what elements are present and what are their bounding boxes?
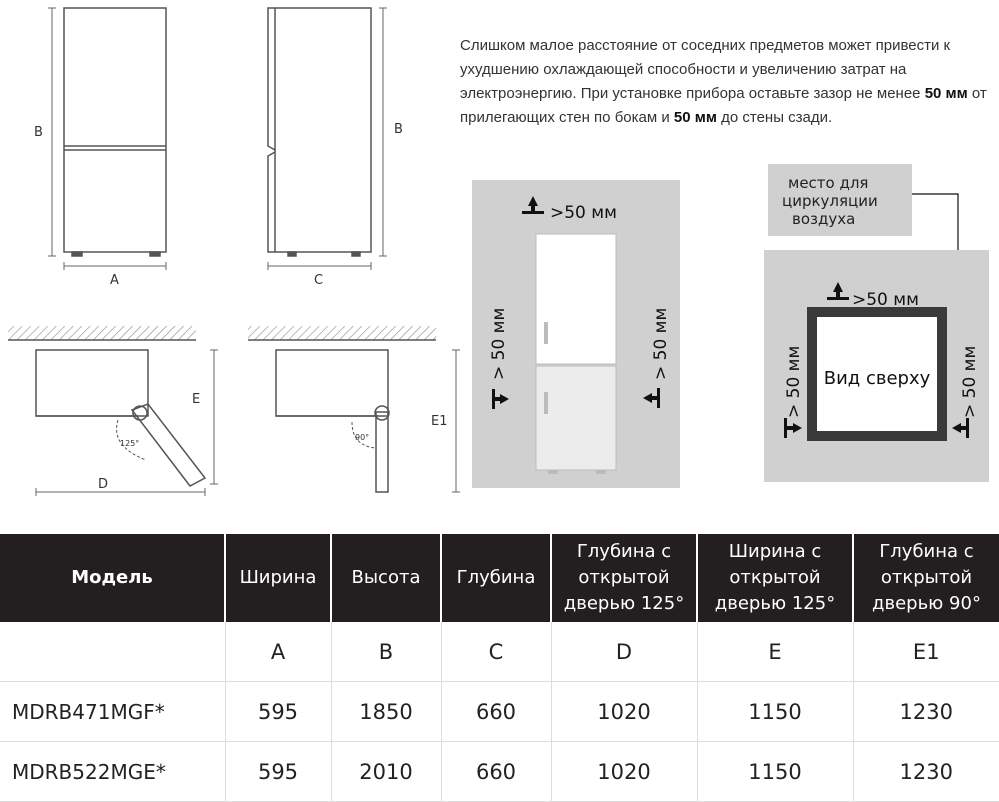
note-part2: от прилегающих стен по бокам и [460,85,987,126]
topview-center-label: Вид сверху [823,368,931,389]
dimension-b-side [379,8,387,256]
dim-letter-c: C [314,273,324,288]
header-depth-door-90: Глубина с открытой дверью 90° [853,534,999,622]
table-cell: D [551,622,697,682]
side-view-fridge [268,8,371,256]
table-cell: 1850 [331,682,441,742]
table-cell: 1020 [551,742,697,802]
wall-hatch-1 [8,326,196,340]
installation-note [460,34,990,130]
header-width: Ширина [225,534,331,622]
table-cell: B [331,622,441,682]
dim-letter-b-side: B [394,122,403,137]
clearance-fridge [536,234,616,474]
table-cell: A [225,622,331,682]
table-cell: 1150 [697,682,853,742]
table-cell: 1020 [551,682,697,742]
wall-hatch-2 [248,326,436,340]
front-clearance-left: > 50 мм [489,307,509,380]
table-cell [0,622,225,682]
table-cell: 660 [441,682,551,742]
table-cell-model: MDRB522MGE* [0,742,225,802]
table-row [0,742,999,802]
table-cell: C [441,622,551,682]
note-part3: до стены сзади. [716,109,833,126]
note-gap-sides: 50 мм [924,85,968,102]
header-model: Модель [0,534,225,622]
table-cell: 660 [441,742,551,802]
header-width-door-125: Ширина с открытой дверью 125° [697,534,853,622]
front-clearance-top: >50 мм [550,203,617,223]
dimension-e1 [452,350,460,492]
front-clearance-right: > 50 мм [651,307,671,380]
note-gap-back: 50 мм [673,109,717,126]
angle-125: 125° [120,439,140,448]
dimensions-table [0,534,999,802]
table-cell: E1 [853,622,999,682]
table-cell: 595 [225,742,331,802]
table-row [0,682,999,742]
topview-right: > 50 мм [960,345,980,418]
header-depth: Глубина [441,534,551,622]
table-cell: E [697,622,853,682]
dim-letter-e: E [192,392,201,407]
dimension-b-front [48,8,56,256]
top-view-door-90 [276,350,389,492]
dimension-d [36,488,205,496]
air-label-3: воздуха [792,210,856,228]
topview-top: >50 мм [852,290,919,310]
air-label-1: место для [788,174,869,192]
header-height: Высота [331,534,441,622]
angle-90: 90° [355,433,370,442]
table-cell-model: MDRB471MGF* [0,682,225,742]
table-cell: 595 [225,682,331,742]
dim-letter-e1: E1 [431,414,448,429]
front-view-fridge [64,8,166,256]
top-view-door-125 [36,350,205,486]
table-cell: 1230 [853,742,999,802]
dimension-e [210,350,218,484]
dim-letter-b-front: B [34,125,43,140]
table-cell: 1150 [697,742,853,802]
dimension-c [268,262,371,270]
dimension-a [64,262,166,270]
table-header-row [0,534,999,622]
air-label-2: циркуляции [782,192,878,210]
header-depth-door-125: Глубина с открытой дверью 125° [551,534,697,622]
table-cell: 1230 [853,682,999,742]
dim-letter-a: A [110,273,119,288]
topview-left: > 50 мм [784,345,804,418]
note-part1: Слишком малое расстояние от соседних предметов может привести к ухудшению охлаждающей способности и увеличению затрат на электроэнергию. При установке прибора оставьте зазор не менее [460,37,951,102]
table-cell: 2010 [331,742,441,802]
dim-letter-d: D [98,477,109,492]
table-row-letters [0,622,999,682]
